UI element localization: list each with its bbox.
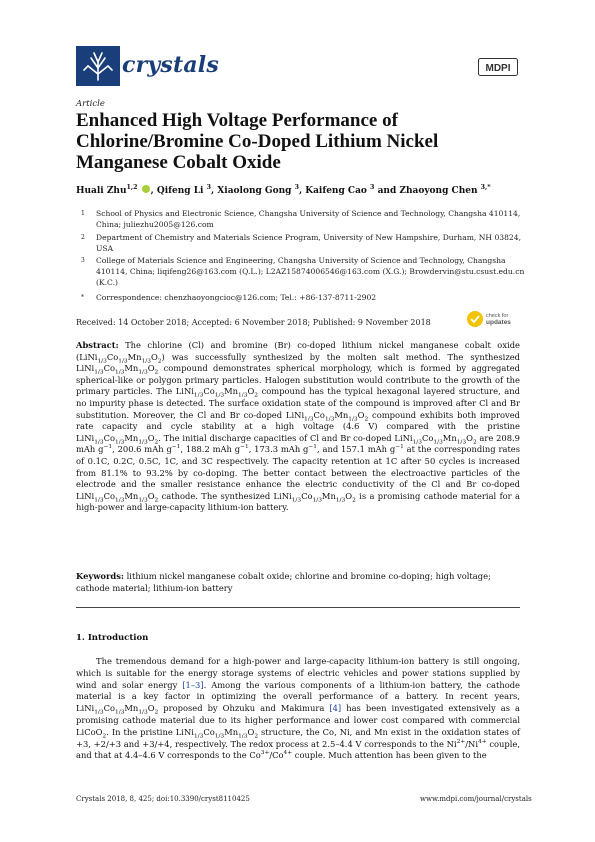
author-list: Huali Zhu$^{1,2}$ , Qifeng Li $^3$, Xiaolong Gong $^3$, Kaifeng Cao $^3$ and Zhaoyong Chen $^{3,*}$ — [76, 184, 491, 196]
check-for-updates-badge[interactable] — [466, 309, 520, 329]
affiliation-text: School of Physics and Electronic Science, Changsha University of Science and Technology, Changsha 410114, China; juliezhu2005@126.com — [96, 209, 521, 229]
received-dates: Received: 14 October 2018; Accepted: 6 November 2018; Published: 9 November 2018 — [76, 318, 431, 327]
article-type: Article — [76, 99, 105, 109]
mdpi-logo-text: MDPI — [485, 63, 511, 74]
affiliation-text: Department of Chemistry and Materials Science Program, University of New Hampshire, Durham, NH 03824, USA — [96, 233, 522, 253]
affiliation-number: 2 — [81, 234, 85, 241]
introduction-paragraph: The tremendous demand for a high-power and large-capacity lithium-ion battery is still ongoing, which is suitable for the energy storage systems of electric vehicles and power stations supplied by wind and solar energy [1–3]. Among the various components of a lithium-ion battery, the cathode material is a key factor in optimizing the overall performance of a battery. In recent years, $LiNi_{1/3}Co_{1/3}Mn_{1/3}O_2$ proposed by Ohzuku and Makimura [4] has been investigated extensively as a promising cathode material due to its higher performance and lower cost compared with commercial LiCoO$_2$. In the pristine $LiNi_{1/3}Co_{1/3}Mn_{1/3}O_2$ structure, the Co, Ni, and Mn exist in the oxidation states of +3, +2/+3 and +3/+4, respectively. The redox process at 2.5–4.4 V corresponds to the $Ni^{2+}/Ni^{4+}$ couple, and that at 4.4–4.6 V corresponds to the $Co^{3+}/Co^{4+}$ couple. Much attention has been given to the — [76, 656, 521, 761]
affiliation-number: 1 — [81, 210, 85, 217]
author-name: Qifeng Li — [156, 186, 204, 196]
keywords — [76, 571, 520, 594]
author-affil-sup: 3 — [370, 184, 375, 191]
author-name: Kaifeng Cao — [305, 186, 367, 196]
author-affil-sup: 3,* — [480, 184, 491, 191]
page-title: Enhanced High Voltage Performance of Chlorine/Bromine Co-Doped Lithium Nickel Manganese Cobalt Oxide — [76, 110, 439, 173]
section-divider — [76, 607, 520, 608]
affiliation-number: 3 — [81, 257, 85, 264]
abstract-label: Abstract: — [76, 340, 119, 350]
citation-link[interactable]: [1–3] — [182, 679, 204, 690]
crystals-logo-icon — [76, 46, 120, 86]
check-updates-line2: updates — [486, 319, 511, 326]
citation-link[interactable]: [4] — [329, 703, 342, 714]
journal-name: crystals — [122, 52, 219, 78]
affiliation-number: * — [81, 294, 84, 301]
footer-url[interactable]: www.mdpi.com/journal/crystals — [420, 795, 532, 803]
keywords-text: lithium nickel manganese cobalt oxide; chlorine and bromine co-doping; high voltage; cathode material; lithium-ion battery — [76, 571, 491, 593]
affiliation-text: College of Materials Science and Engineering, Changsha University of Science and Technology, Changsha 410114, China; liqifeng26@163.com (Q.L.); L2AZ15874006546@163.com (X.G.); Browdervin@stu.csust.edu.cn (K.C.) — [96, 256, 525, 287]
check-updates-line1: check for — [486, 313, 509, 319]
keywords-label: Keywords: — [76, 571, 124, 581]
author-name: Zhaoyong Chen — [399, 186, 478, 196]
section-heading: 1. Introduction — [76, 633, 149, 643]
author-affil-sup: 3 — [294, 184, 299, 191]
mdpi-logo-icon — [478, 58, 518, 76]
author-name: Huali Zhu — [76, 186, 127, 196]
footer-citation: Crystals 2018, 8, 425; doi:10.3390/cryst8110425 — [76, 795, 250, 803]
author-affil-sup: 3 — [206, 184, 212, 191]
author-affil-sup: 1,2 — [126, 184, 138, 191]
correspondence-text: Correspondence: chenzhaoyongcioc@126.com; Tel.: +86-137-8711-2902 — [96, 293, 377, 302]
author-name: Xiaolong Gong — [217, 186, 292, 196]
abstract: Abstract: The chlorine (Cl) and bromine (Br) co-doped lithium nickel manganese cobalt oxide $(LiNi_{1/3}Co_{1/3}Mn_{1/3}O_2)$ was successfully synthesized by the molten salt method. The synthesized $LiNi_{1/3}Co_{1/3}Mn_{1/3}O_2$ compound demonstrates spherical morphology, which is formed by aggregated spherical-like or polygon primary particles. Halogen substitution would contribute to the growth of the primary particles. The $LiNi_{1/3}Co_{1/3}Mn_{1/3}O_2$ compound has the typical hexagonal layered structure, and no impurity phase is detected. The surface oxidation state of the compound is improved after Cl and Br substitution. Moreover, the Cl and Br co-doped $LiNi_{1/3}Co_{1/3}Mn_{1/3}O_2$ compound exhibits both improved rate capacity and cycle stability at a high voltage (4.6 V) compared with the pristine $LiNi_{1/3}Co_{1/3}Mn_{1/3}O_2$. The initial discharge capacities of Cl and Br co-doped $LiNi_{1/3}Co_{1/3}Mn_{1/3}O_2$ are 208.9 mAh $g^{-1}$, 200.6 mAh $g^{-1}$, 188.2 mAh $g^{-1}$, 173.3 mAh $g^{-1}$, and 157.1 mAh $g^{-1}$ at the corresponding rates of 0.1C, 0.2C, 0.5C, 1C, and 3C respectively. The capacity retention at 1C after 50 cycles is increased from 81.1% to 93.2% by co-doping. The better contact between the electroactive particles of the electrode and the smaller resistance enhance the electric conductivity of the Cl and Br co-doped $LiNi_{1/3}Co_{1/3}Mn_{1/3}O_2$ cathode. The synthesized $LiNi_{1/3}Co_{1/3}Mn_{1/3}O_2$ is a promising cathode material for a high-power and large-capacity lithium-ion battery. — [76, 340, 521, 513]
orcid-icon[interactable] — [142, 185, 150, 193]
